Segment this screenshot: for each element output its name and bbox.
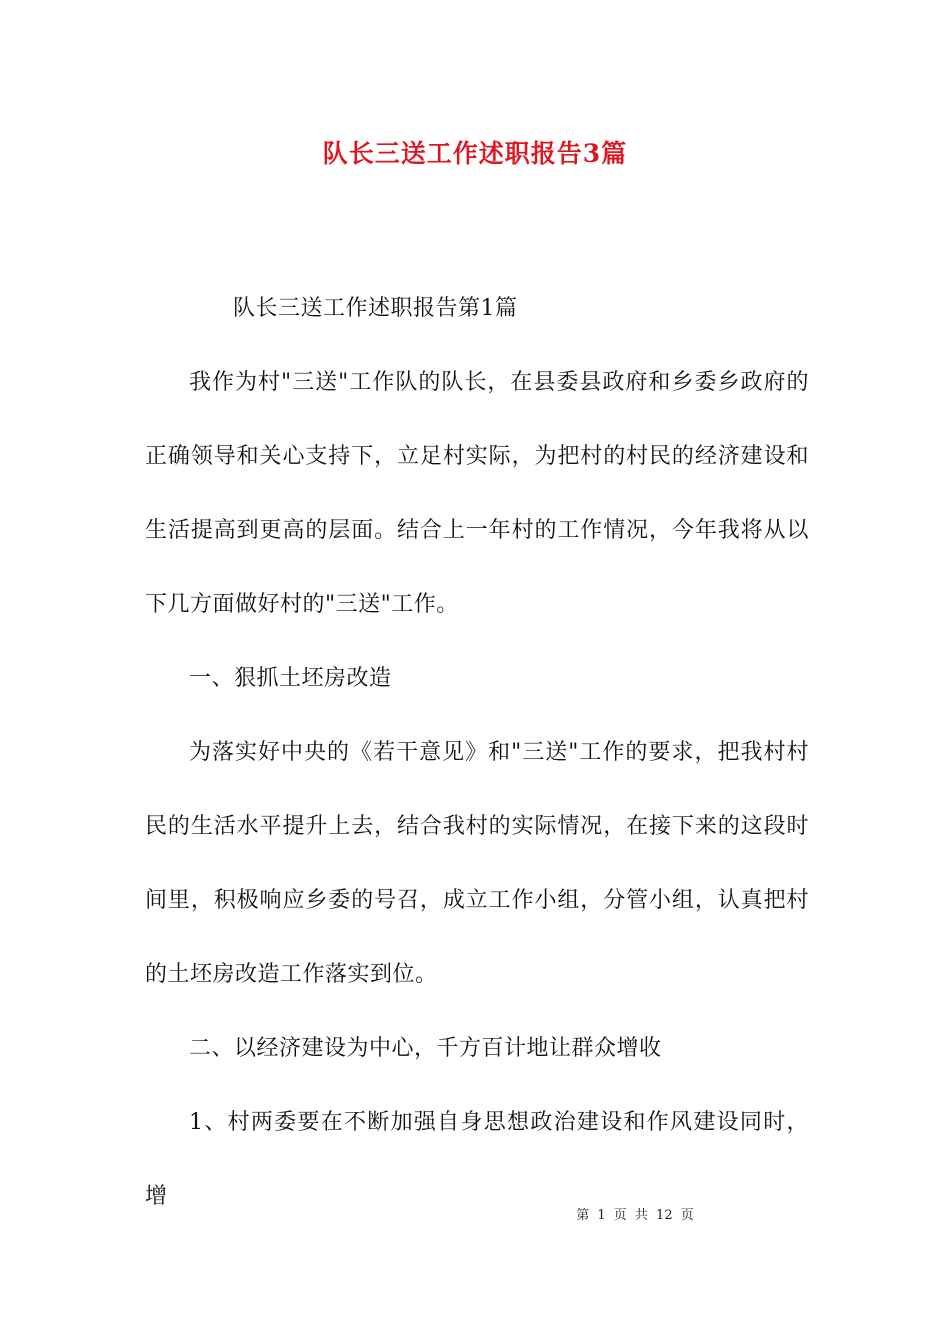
section-subtitle: 队长三送工作述职报告第1篇 xyxy=(233,296,518,321)
section-1-paragraph: 为落实好中央的《若干意见》和"三送"工作的要求，把我村村民的生活水平提升上去，结合我村的实际情况，在接下来的这段时间里，积极响应乡委的号召，成立工作小组，分管小组，认真把村的土坯房改造工作落实到位。 xyxy=(145,740,809,987)
section-2-item-1: 1、村两委要在不断加强自身思想政治建设和作风建设同时，增 xyxy=(145,1110,809,1209)
section-heading-2: 二、以经济建设为中心，千方百计地让群众增收 xyxy=(189,1036,662,1061)
section-heading-1: 一、狠抓土坯房改造 xyxy=(189,666,392,691)
intro-paragraph: 我作为村"三送"工作队的队长，在县委县政府和乡委乡政府的正确领导和关心支持下，立足村实际，为把村的村民的经济建设和生活提高到更高的层面。结合上一年村的工作情况，今年我将从以下几方面做好村的"三送"工作。 xyxy=(145,370,809,617)
document-title: 队长三送工作述职报告3篇 xyxy=(322,139,628,168)
page-number-footer: 第 1 页 共 12 页 xyxy=(576,1208,694,1223)
document-body xyxy=(145,272,809,1234)
